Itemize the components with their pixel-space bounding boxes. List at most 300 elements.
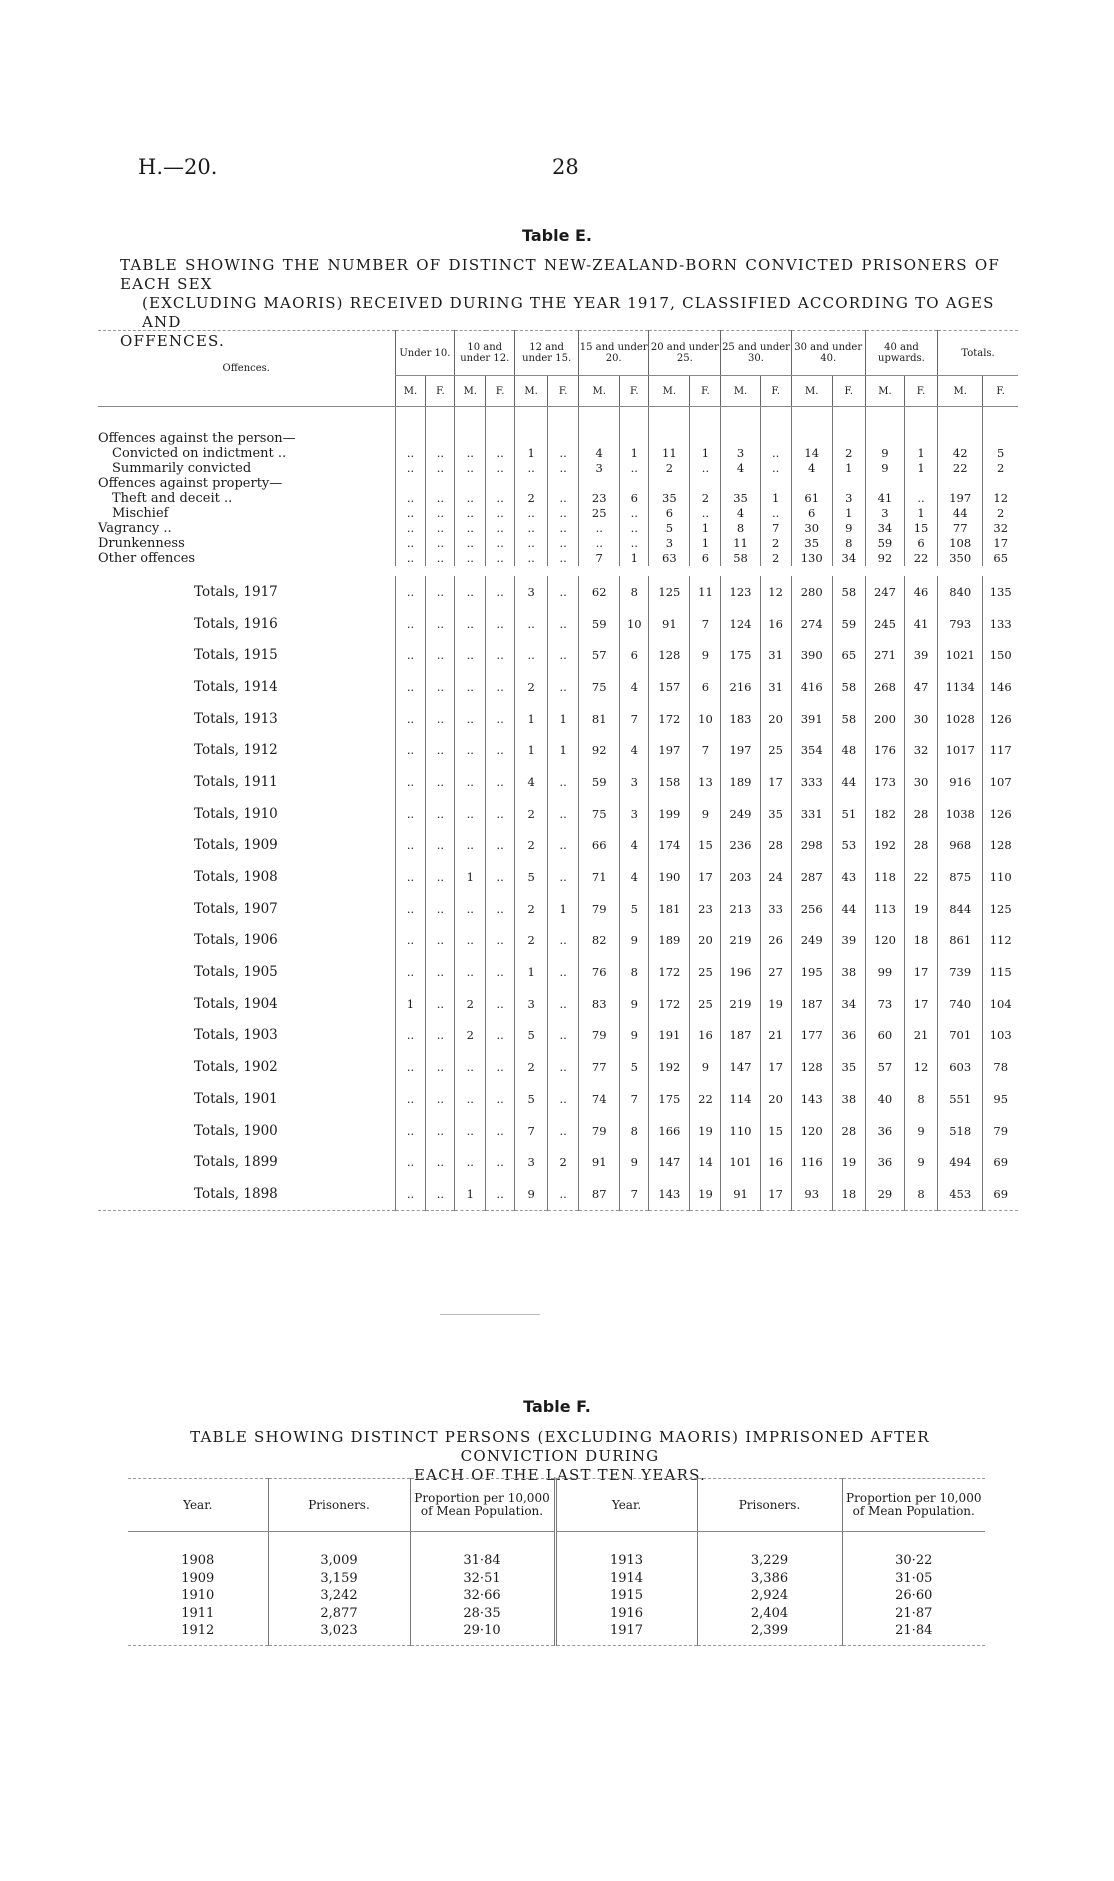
table-cell: .. [486, 956, 515, 988]
table-cell: 113 [865, 893, 904, 925]
year-column-header: Year. [555, 1479, 697, 1532]
table-cell: 280 [791, 576, 832, 608]
prisoners-cell: 3,009 [268, 1552, 410, 1570]
male-column-header: M. [938, 376, 983, 407]
table-e-age-header-row [98, 331, 1018, 376]
age-group-header: 25 and under 30. [721, 331, 791, 376]
table-cell: 4 [620, 734, 649, 766]
table-cell: 1 [515, 703, 548, 735]
table-cell: .. [395, 671, 426, 703]
table-cell: 27 [760, 956, 791, 988]
table-cell: .. [579, 521, 620, 536]
table-cell: 1038 [938, 798, 983, 830]
table-cell: 6 [649, 506, 690, 521]
table-cell: 4 [721, 461, 760, 476]
table-cell: 116 [791, 1146, 832, 1178]
table-cell: 95 [983, 1083, 1018, 1115]
table-cell: 76 [579, 956, 620, 988]
table-cell: .. [515, 608, 548, 640]
table-cell: .. [455, 446, 486, 461]
table-cell: .. [395, 703, 426, 735]
table-cell: .. [426, 536, 455, 551]
table-cell: .. [455, 1051, 486, 1083]
table-cell: 33 [760, 893, 791, 925]
prisoners-cell: 3,023 [268, 1622, 410, 1645]
table-cell: 34 [832, 988, 865, 1020]
table-cell: 182 [865, 798, 904, 830]
year-cell: 1911 [181, 1605, 215, 1621]
table-cell: 2 [515, 1051, 548, 1083]
table-cell: 31 [760, 671, 791, 703]
table-cell: 59 [832, 608, 865, 640]
table-cell: 128 [983, 830, 1018, 862]
table-cell: 25 [579, 506, 620, 521]
male-column-header: M. [791, 376, 832, 407]
offence-label: Theft and deceit .. [112, 491, 233, 506]
table-cell: .. [395, 798, 426, 830]
totals-year-row [98, 639, 1018, 671]
table-cell: 1 [690, 446, 721, 461]
table-cell: 2 [649, 461, 690, 476]
table-cell: 1 [760, 491, 791, 506]
table-cell: .. [426, 576, 455, 608]
table-cell: 12 [905, 1051, 938, 1083]
table-cell: 1 [515, 956, 548, 988]
table-cell: .. [579, 536, 620, 551]
table-cell: 195 [791, 956, 832, 988]
table-cell: 2 [760, 551, 791, 566]
table-cell: .. [760, 446, 791, 461]
table-cell: 150 [983, 639, 1018, 671]
table-cell: .. [548, 925, 579, 957]
table-cell: 26 [760, 925, 791, 957]
table-cell: 2 [832, 446, 865, 461]
offence-row [98, 446, 1018, 461]
table-cell: 2 [515, 830, 548, 862]
totals-year-label: Totals, 1914 [194, 678, 278, 695]
table-cell: 9 [690, 639, 721, 671]
table-f-caption [135, 1428, 985, 1485]
table-cell: .. [486, 639, 515, 671]
table-cell: .. [548, 830, 579, 862]
table-cell: .. [455, 521, 486, 536]
table-cell: 1 [690, 536, 721, 551]
proportion-cell: 29·10 [410, 1622, 555, 1645]
table-cell: 66 [579, 830, 620, 862]
table-cell: 31 [760, 639, 791, 671]
year-cell: 1914 [555, 1570, 697, 1588]
table-cell: 2 [455, 1020, 486, 1052]
table-cell: 12 [983, 491, 1018, 506]
table-cell: 11 [649, 446, 690, 461]
table-cell: 1 [832, 461, 865, 476]
table-cell: 42 [938, 446, 983, 461]
table-cell: 35 [721, 491, 760, 506]
table-cell: .. [548, 1020, 579, 1052]
table-cell: .. [426, 956, 455, 988]
table-cell: 5 [620, 893, 649, 925]
totals-year-row [98, 703, 1018, 735]
prisoners-cell: 3,386 [697, 1570, 842, 1588]
table-cell: 8 [620, 576, 649, 608]
table-cell: 181 [649, 893, 690, 925]
table-cell: 2 [455, 988, 486, 1020]
table-cell: 9 [865, 446, 904, 461]
table-cell: 3 [721, 446, 760, 461]
table-cell: .. [548, 798, 579, 830]
table-cell: 1 [548, 703, 579, 735]
table-cell: .. [426, 703, 455, 735]
offences-column-header: Offences. [98, 331, 395, 407]
table-cell: .. [486, 798, 515, 830]
table-cell: .. [486, 446, 515, 461]
table-cell: 110 [983, 861, 1018, 893]
totals-year-label: Totals, 1902 [194, 1059, 278, 1076]
age-group-header: Under 10. [395, 331, 455, 376]
table-cell: 30 [791, 521, 832, 536]
table-cell: 166 [649, 1115, 690, 1147]
table-cell: 59 [579, 766, 620, 798]
table-e-title: Table E. [521, 226, 592, 245]
table-cell: .. [620, 521, 649, 536]
table-cell: 7 [620, 703, 649, 735]
section-divider [440, 1314, 540, 1315]
offence-row [98, 476, 1018, 491]
table-cell: 5 [515, 1083, 548, 1115]
female-column-header: F. [486, 376, 515, 407]
table-cell: 249 [791, 925, 832, 957]
table-cell: .. [455, 830, 486, 862]
table-cell: 77 [579, 1051, 620, 1083]
table-cell: 79 [983, 1115, 1018, 1147]
table-cell: 38 [832, 1083, 865, 1115]
table-cell: 16 [760, 1146, 791, 1178]
table-cell: 4 [620, 830, 649, 862]
table-cell: 83 [579, 988, 620, 1020]
table-cell: 15 [760, 1115, 791, 1147]
table-cell: 58 [832, 576, 865, 608]
table-cell: .. [548, 446, 579, 461]
table-cell: 7 [579, 551, 620, 566]
table-cell: 23 [579, 491, 620, 506]
totals-year-label: Totals, 1915 [194, 647, 278, 664]
table-cell: 53 [832, 830, 865, 862]
totals-year-label: Totals, 1909 [194, 837, 278, 854]
female-column-header: F. [832, 376, 865, 407]
totals-year-row [98, 1115, 1018, 1147]
table-cell: 75 [579, 671, 620, 703]
table-cell: 23 [690, 893, 721, 925]
table-cell: 115 [983, 956, 1018, 988]
table-cell: 11 [721, 536, 760, 551]
table-cell: .. [548, 988, 579, 1020]
totals-year-row [98, 925, 1018, 957]
table-cell: 9 [690, 1051, 721, 1083]
table-cell: 74 [579, 1083, 620, 1115]
table-f [128, 1478, 985, 1646]
table-cell: .. [395, 506, 426, 521]
table-cell: 17 [983, 536, 1018, 551]
table-cell: .. [455, 956, 486, 988]
table-cell: .. [486, 766, 515, 798]
table-cell: 146 [983, 671, 1018, 703]
table-cell: .. [486, 1115, 515, 1147]
table-cell: 5 [515, 861, 548, 893]
totals-year-label: Totals, 1898 [98, 1178, 395, 1210]
table-cell: 46 [905, 576, 938, 608]
table-cell: 99 [865, 956, 904, 988]
female-column-header: F. [905, 376, 938, 407]
table-cell: .. [395, 1051, 426, 1083]
table-cell: 59 [865, 536, 904, 551]
table-cell: 8 [905, 1083, 938, 1115]
table-cell: 69 [983, 1178, 1018, 1210]
table-cell: .. [548, 1083, 579, 1115]
table-spacer-row [98, 566, 1018, 576]
table-cell: 25 [760, 734, 791, 766]
totals-year-row [98, 1083, 1018, 1115]
table-cell: 10 [620, 608, 649, 640]
table-e [98, 330, 1018, 1211]
table-cell: .. [426, 551, 455, 566]
table-cell: 4 [791, 461, 832, 476]
table-cell: 14 [791, 446, 832, 461]
totals-year-row [98, 893, 1018, 925]
table-cell: 875 [938, 861, 983, 893]
table-cell: 117 [983, 734, 1018, 766]
table-cell: 1 [620, 551, 649, 566]
table-cell: 518 [938, 1115, 983, 1147]
table-cell: 968 [938, 830, 983, 862]
table-cell: 216 [721, 671, 760, 703]
year-cell: 1915 [555, 1587, 697, 1605]
table-f-header-row [128, 1479, 985, 1532]
table-cell: 350 [938, 551, 983, 566]
female-column-header: F. [983, 376, 1018, 407]
table-cell: 1 [905, 461, 938, 476]
table-cell: 32 [983, 521, 1018, 536]
totals-header: Totals. [938, 331, 1018, 376]
table-cell: 15 [690, 830, 721, 862]
table-cell: .. [486, 536, 515, 551]
table-cell: 28 [905, 798, 938, 830]
table-cell: 4 [579, 446, 620, 461]
year-cell: 1917 [555, 1622, 697, 1645]
offence-row [98, 461, 1018, 476]
table-cell: 8 [832, 536, 865, 551]
table-cell: 22 [905, 551, 938, 566]
table-cell: .. [395, 1178, 426, 1210]
totals-year-label: Totals, 1911 [194, 773, 278, 790]
table-cell: 245 [865, 608, 904, 640]
table-cell: .. [426, 988, 455, 1020]
table-cell: 9 [865, 461, 904, 476]
totals-year-label: Totals, 1900 [194, 1122, 278, 1139]
table-cell: .. [426, 1115, 455, 1147]
totals-year-label: Totals, 1912 [194, 742, 278, 759]
table-cell: 1 [905, 506, 938, 521]
female-column-header: F. [760, 376, 791, 407]
table-cell: .. [515, 536, 548, 551]
table-f-row [128, 1605, 985, 1623]
table-cell: 19 [832, 1146, 865, 1178]
table-cell: 20 [760, 703, 791, 735]
table-cell: 22 [690, 1083, 721, 1115]
table-cell: .. [486, 830, 515, 862]
table-cell: 6 [620, 639, 649, 671]
prisoners-cell: 2,877 [268, 1605, 410, 1623]
table-cell: 9 [620, 925, 649, 957]
male-column-header: M. [395, 376, 426, 407]
year-cell: 1912 [128, 1622, 268, 1645]
table-cell: 1 [455, 861, 486, 893]
table-cell: 11 [690, 576, 721, 608]
year-cell: 1909 [181, 1570, 215, 1586]
table-cell: 740 [938, 988, 983, 1020]
totals-year-label: Totals, 1904 [194, 995, 278, 1012]
table-cell: .. [426, 798, 455, 830]
totals-year-row [98, 1146, 1018, 1178]
table-cell: 157 [649, 671, 690, 703]
table-cell: 147 [721, 1051, 760, 1083]
table-cell: 58 [832, 671, 865, 703]
table-e-caption-line: OFFENCES. [120, 332, 225, 350]
totals-year-label: Totals, 1906 [194, 932, 278, 949]
totals-year-row [98, 956, 1018, 988]
offence-row [98, 551, 1018, 566]
table-cell: 298 [791, 830, 832, 862]
table-cell: .. [395, 461, 426, 476]
table-cell: .. [426, 671, 455, 703]
table-cell: .. [426, 861, 455, 893]
offence-row [98, 491, 1018, 506]
table-cell: 21 [760, 1020, 791, 1052]
table-cell: 147 [649, 1146, 690, 1178]
offence-label: Drunkenness [98, 536, 185, 551]
table-cell: 1 [515, 446, 548, 461]
proportion-column-header: Proportion per 10,000 of Mean Population. [410, 1479, 555, 1532]
table-cell: 5 [983, 446, 1018, 461]
proportion-cell: 31·05 [842, 1570, 985, 1588]
table-cell: 41 [865, 491, 904, 506]
table-cell: 4 [620, 671, 649, 703]
table-e-body [98, 407, 1018, 1211]
totals-year-row [98, 830, 1018, 862]
table-cell: 158 [649, 766, 690, 798]
table-cell: 2 [515, 671, 548, 703]
table-cell: 39 [832, 925, 865, 957]
table-cell: .. [548, 576, 579, 608]
table-cell: .. [486, 988, 515, 1020]
table-cell: 6 [690, 551, 721, 566]
table-cell: 60 [865, 1020, 904, 1052]
table-cell: .. [486, 461, 515, 476]
table-cell: 390 [791, 639, 832, 671]
table-cell: 236 [721, 830, 760, 862]
table-cell: 8 [620, 956, 649, 988]
table-cell: 124 [721, 608, 760, 640]
table-cell: .. [455, 703, 486, 735]
table-cell: 1017 [938, 734, 983, 766]
table-cell: 3 [865, 506, 904, 521]
prisoners-cell: 2,924 [697, 1587, 842, 1605]
table-cell: 9 [620, 1146, 649, 1178]
table-cell: 36 [832, 1020, 865, 1052]
offence-label: Vagrancy .. [98, 521, 172, 536]
table-cell: 4 [515, 766, 548, 798]
table-cell: 603 [938, 1051, 983, 1083]
table-cell: 192 [865, 830, 904, 862]
table-cell: 22 [905, 861, 938, 893]
table-cell: 63 [649, 551, 690, 566]
table-cell: .. [395, 576, 426, 608]
prisoners-cell: 2,399 [697, 1622, 842, 1645]
table-cell: .. [486, 1083, 515, 1115]
table-cell: 1028 [938, 703, 983, 735]
table-cell: 3 [515, 576, 548, 608]
table-cell: 1 [515, 734, 548, 766]
table-cell: 71 [579, 861, 620, 893]
table-cell: 1 [905, 446, 938, 461]
age-group-header: 40 and upwards. [865, 331, 937, 376]
table-cell: .. [548, 521, 579, 536]
table-cell: 69 [983, 1146, 1018, 1178]
table-cell: 91 [649, 608, 690, 640]
table-cell: 17 [905, 988, 938, 1020]
male-column-header: M. [515, 376, 548, 407]
table-cell: 78 [983, 1051, 1018, 1083]
page-number: 28 [552, 155, 579, 179]
table-cell: 187 [721, 1020, 760, 1052]
table-cell: 1 [395, 988, 426, 1020]
table-cell: 51 [832, 798, 865, 830]
table-cell: 112 [983, 925, 1018, 957]
table-cell: .. [426, 446, 455, 461]
table-cell: 5 [515, 1020, 548, 1052]
table-cell: 20 [690, 925, 721, 957]
table-cell: 861 [938, 925, 983, 957]
table-cell: .. [515, 551, 548, 566]
table-cell: 190 [649, 861, 690, 893]
table-cell: 123 [721, 576, 760, 608]
table-cell: 199 [649, 798, 690, 830]
table-cell: 175 [721, 639, 760, 671]
table-cell: 20 [760, 1083, 791, 1115]
table-cell: .. [455, 893, 486, 925]
prisoners-cell: 3,242 [268, 1587, 410, 1605]
table-cell: 104 [983, 988, 1018, 1020]
table-cell: 39 [905, 639, 938, 671]
table-cell: .. [486, 491, 515, 506]
table-cell: .. [548, 608, 579, 640]
table-cell: 47 [905, 671, 938, 703]
table-cell: 30 [905, 766, 938, 798]
table-cell: 36 [865, 1146, 904, 1178]
table-cell: 92 [865, 551, 904, 566]
table-cell: 2 [690, 491, 721, 506]
table-cell: 19 [690, 1178, 721, 1210]
table-cell: 35 [791, 536, 832, 551]
table-cell: .. [455, 461, 486, 476]
table-cell: 128 [791, 1051, 832, 1083]
table-cell: 91 [721, 1178, 760, 1210]
table-cell: 15 [905, 521, 938, 536]
table-cell: 65 [832, 639, 865, 671]
table-cell: 494 [938, 1146, 983, 1178]
table-cell: .. [395, 956, 426, 988]
table-cell: 9 [905, 1115, 938, 1147]
table-cell: 59 [579, 608, 620, 640]
